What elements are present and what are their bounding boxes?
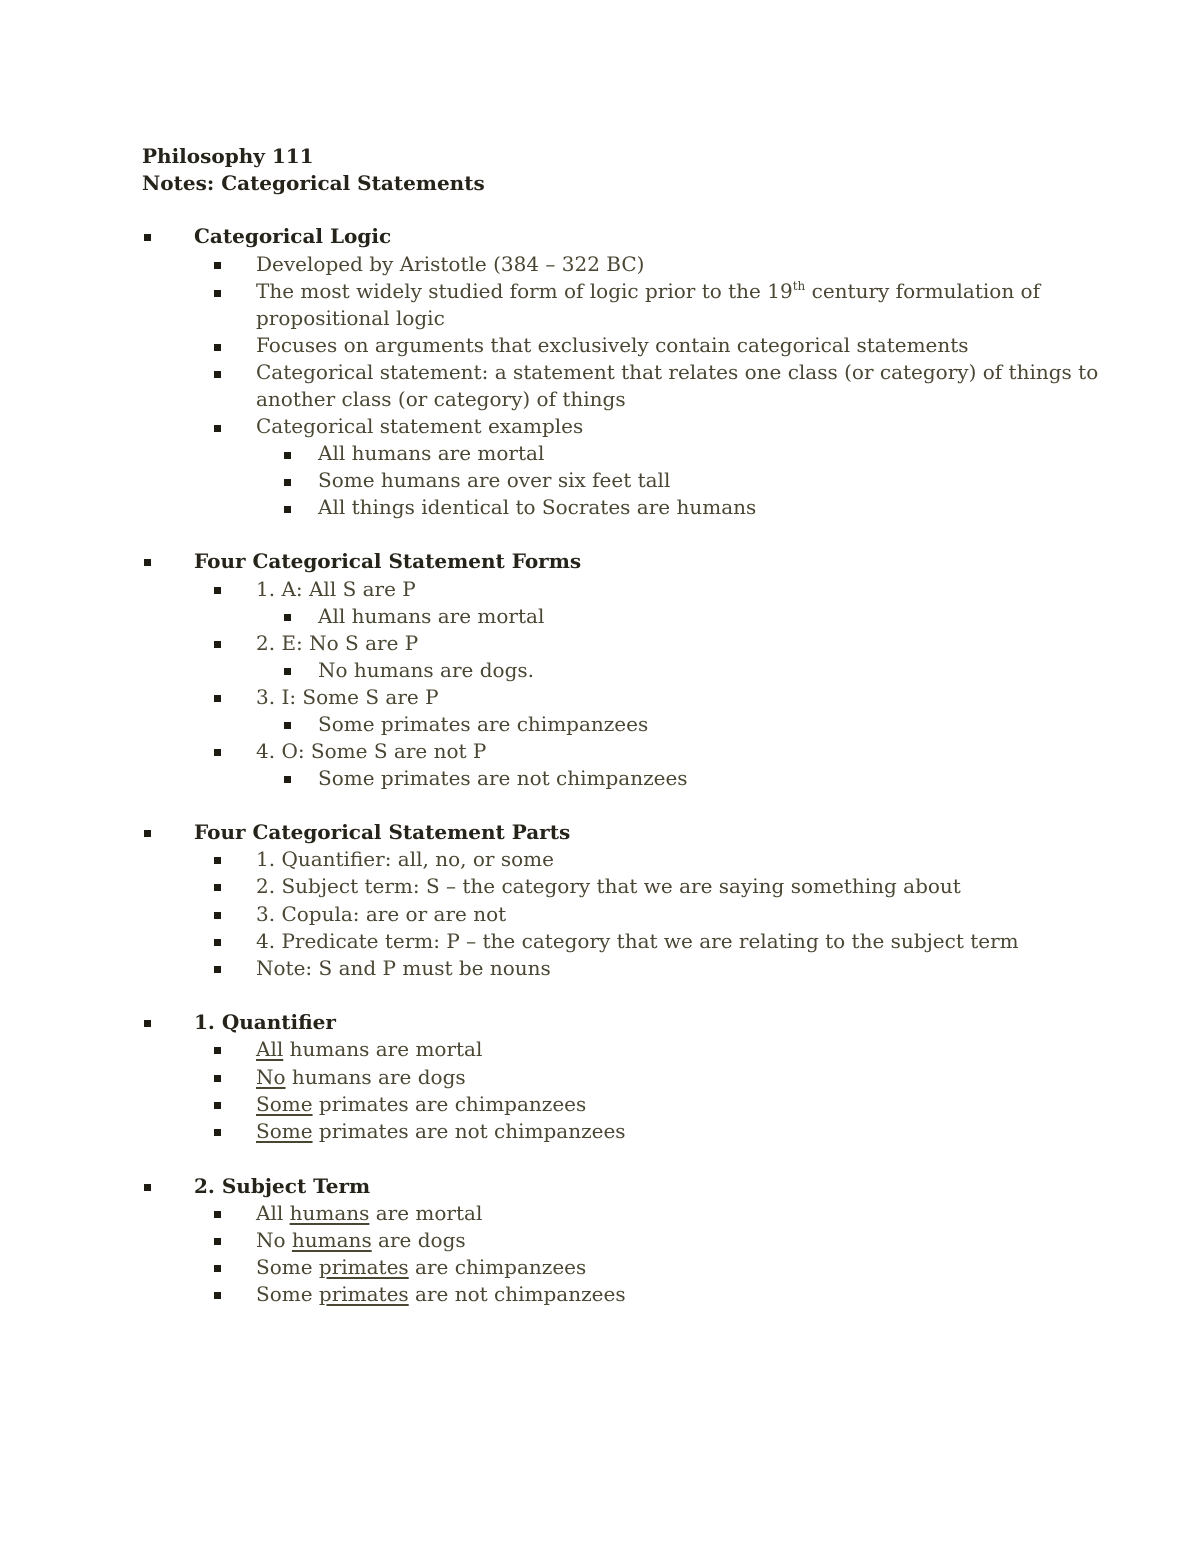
list-item-continuation: another class (or category) of things	[256, 387, 626, 411]
sub-list-item: No humans are dogs.	[318, 658, 534, 682]
list-item	[256, 1118, 626, 1145]
text-run: The most widely studied form of logic prior to the 19	[256, 279, 793, 303]
bullet-icon	[214, 290, 221, 297]
text-run: Some	[256, 1282, 319, 1306]
bullet-icon	[214, 857, 221, 864]
bullet-icon	[214, 344, 221, 351]
bullet-icon	[284, 506, 291, 513]
underlined-term: humans	[289, 1201, 370, 1225]
text-run: are mortal	[369, 1201, 483, 1225]
bullet-icon	[214, 1265, 221, 1272]
bullet-icon	[214, 587, 221, 594]
underlined-term: Some	[256, 1119, 313, 1143]
text-run: humans are dogs	[285, 1065, 466, 1089]
bullet-icon	[284, 614, 291, 621]
document-header	[142, 143, 485, 197]
underlined-term: primates	[318, 1282, 409, 1306]
list-item	[256, 278, 1040, 305]
list-item	[256, 1064, 466, 1091]
sub-list-item: All things identical to Socrates are humans	[318, 495, 757, 519]
bullet-icon	[214, 262, 221, 269]
bullet-icon	[144, 830, 151, 837]
section-heading: 1. Quantifier	[194, 1010, 336, 1034]
notes-subtitle: Notes: Categorical Statements	[142, 171, 485, 195]
underlined-term: No	[256, 1065, 286, 1089]
bullet-icon	[214, 1047, 221, 1054]
text-run: humans are mortal	[283, 1037, 483, 1061]
bullet-icon	[284, 776, 291, 783]
bullet-icon	[214, 1102, 221, 1109]
text-run: Some	[256, 1255, 319, 1279]
bullet-icon	[214, 939, 221, 946]
sub-list-item: Some primates are not chimpanzees	[318, 766, 688, 790]
text-run: All	[256, 1201, 290, 1225]
text-run: primates are chimpanzees	[312, 1092, 587, 1116]
text-run: primates are not chimpanzees	[312, 1119, 626, 1143]
bullet-icon	[214, 912, 221, 919]
list-item: 3. Copula: are or are not	[256, 902, 507, 926]
list-item: 3. I: Some S are P	[256, 685, 439, 709]
section-heading: Categorical Logic	[194, 224, 392, 248]
list-item: 2. E: No S are P	[256, 631, 419, 655]
sub-list-item: All humans are mortal	[318, 604, 545, 628]
list-item	[256, 1281, 626, 1308]
bullet-icon	[284, 722, 291, 729]
course-title: Philosophy 111	[142, 144, 314, 168]
bullet-icon	[214, 749, 221, 756]
section-heading: Four Categorical Statement Forms	[194, 549, 582, 573]
bullet-icon	[144, 559, 151, 566]
text-run: are chimpanzees	[408, 1255, 587, 1279]
bullet-icon	[284, 452, 291, 459]
sub-list-item: Some primates are chimpanzees	[318, 712, 649, 736]
bullet-icon	[214, 425, 221, 432]
list-item: 4. Predicate term: P – the category that we are relating to the subject term	[256, 929, 1019, 953]
bullet-icon	[214, 1238, 221, 1245]
list-item	[256, 1227, 466, 1254]
list-item	[256, 1091, 586, 1118]
sub-list-item: All humans are mortal	[318, 441, 545, 465]
list-item	[256, 1036, 482, 1063]
list-item	[256, 1254, 586, 1281]
section-heading: 2. Subject Term	[194, 1174, 371, 1198]
bullet-icon	[144, 234, 151, 241]
list-item: 1. Quantifier: all, no, or some	[256, 847, 554, 871]
list-item: Developed by Aristotle (384 – 322 BC)	[256, 252, 645, 276]
bullet-icon	[214, 1211, 221, 1218]
bullet-icon	[214, 695, 221, 702]
bullet-icon	[214, 371, 221, 378]
underlined-term: primates	[318, 1255, 409, 1279]
section-heading: Four Categorical Statement Parts	[194, 820, 571, 844]
list-item: Note: S and P must be nouns	[256, 956, 551, 980]
list-item: Categorical statement examples	[256, 414, 584, 438]
bullet-icon	[144, 1020, 151, 1027]
text-run: are dogs	[371, 1228, 466, 1252]
underlined-term: humans	[291, 1228, 372, 1252]
bullet-icon	[284, 668, 291, 675]
text-run: No	[256, 1228, 292, 1252]
bullet-icon	[284, 479, 291, 486]
bullet-icon	[214, 1129, 221, 1136]
underlined-term: Some	[256, 1092, 313, 1116]
bullet-icon	[214, 1075, 221, 1082]
sub-list-item: Some humans are over six feet tall	[318, 468, 671, 492]
text-run: century formulation of	[805, 279, 1041, 303]
list-item	[256, 1200, 482, 1227]
bullet-icon	[144, 1184, 151, 1191]
bullet-icon	[214, 884, 221, 891]
list-item: 1. A: All S are P	[256, 577, 416, 601]
list-item: Categorical statement: a statement that relates one class (or category) of things to	[256, 360, 1099, 384]
list-item-continuation: propositional logic	[256, 306, 445, 330]
underlined-term: All	[256, 1037, 284, 1061]
bullet-icon	[214, 966, 221, 973]
superscript: th	[792, 279, 806, 293]
list-item: 4. O: Some S are not P	[256, 739, 487, 763]
bullet-icon	[214, 1292, 221, 1299]
list-item: Focuses on arguments that exclusively contain categorical statements	[256, 333, 969, 357]
list-item: 2. Subject term: S – the category that we are saying something about	[256, 874, 961, 898]
text-run: are not chimpanzees	[408, 1282, 626, 1306]
bullet-icon	[214, 641, 221, 648]
